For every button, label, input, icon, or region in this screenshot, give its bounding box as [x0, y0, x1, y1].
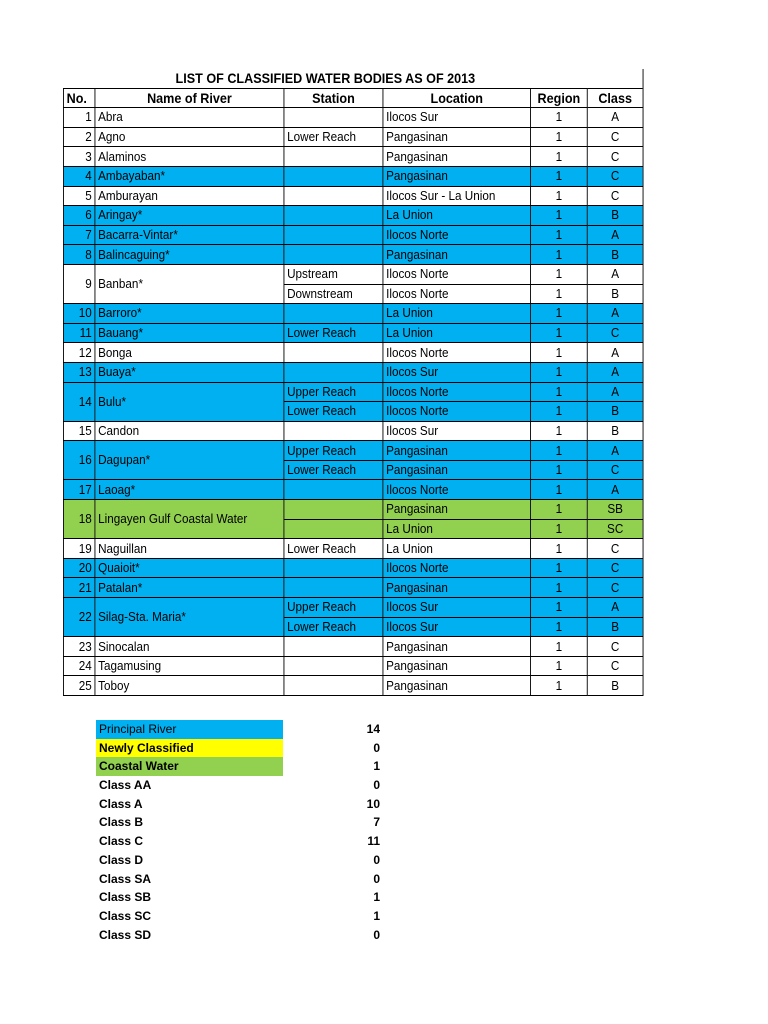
cell-region: 1	[531, 323, 588, 343]
cell-region: 1	[531, 166, 588, 186]
cell-region: 1	[531, 656, 588, 676]
header-no: No.	[63, 88, 94, 108]
cell-no: 3	[63, 147, 94, 167]
summary-label: Class D	[99, 852, 144, 867]
cell-station	[284, 578, 383, 598]
header-row	[63, 88, 643, 108]
cell-class: C	[587, 166, 643, 186]
cell-no: 24	[63, 656, 94, 676]
cell-river-name: Toboy	[95, 676, 284, 696]
cell-region: 1	[531, 147, 588, 167]
cell-station	[284, 245, 383, 265]
cell-station	[284, 166, 383, 186]
cell-river-name: Abra	[95, 108, 284, 128]
cell-class: C	[587, 127, 643, 147]
summary-row	[96, 926, 386, 945]
cell-location: Ilocos Sur	[383, 598, 531, 618]
summary-count: 0	[373, 871, 380, 886]
table-row	[63, 441, 643, 461]
cell-location: Ilocos Norte	[383, 558, 531, 578]
cell-station: Lower Reach	[284, 539, 383, 559]
summary-count: 7	[373, 815, 380, 830]
cell-station	[284, 421, 383, 441]
cell-no: 6	[63, 206, 94, 226]
cell-class: B	[587, 245, 643, 265]
summary-row	[96, 851, 386, 870]
cell-river-name: Naguillan	[95, 539, 284, 559]
summary-count: 1	[373, 908, 380, 923]
cell-class: A	[587, 225, 643, 245]
cell-location: La Union	[383, 304, 531, 324]
cell-location: Ilocos Sur - La Union	[383, 186, 531, 206]
cell-no: 9	[63, 264, 94, 303]
cell-station: Lower Reach	[284, 617, 383, 637]
cell-no: 5	[63, 186, 94, 206]
summary-count: 1	[373, 890, 380, 905]
cell-location: Pangasinan	[383, 245, 531, 265]
cell-no: 2	[63, 127, 94, 147]
cell-no: 10	[63, 304, 94, 324]
cell-location: Ilocos Norte	[383, 480, 531, 500]
cell-region: 1	[531, 500, 588, 520]
cell-location: Ilocos Norte	[383, 402, 531, 422]
cell-class: A	[587, 362, 643, 382]
cell-region: 1	[531, 578, 588, 598]
cell-station: Upper Reach	[284, 441, 383, 461]
cell-location: Pangasinan	[383, 441, 531, 461]
cell-no: 22	[63, 598, 94, 637]
cell-region: 1	[531, 441, 588, 461]
cell-class: A	[587, 441, 643, 461]
summary-legend	[96, 720, 386, 944]
cell-station	[284, 225, 383, 245]
table-body	[63, 108, 643, 696]
cell-region: 1	[531, 421, 588, 441]
summary-row	[96, 776, 386, 795]
cell-no: 4	[63, 166, 94, 186]
cell-station	[284, 206, 383, 226]
table-row	[63, 539, 643, 559]
summary-label: Principal River	[96, 720, 283, 739]
table-row	[63, 676, 643, 696]
cell-no: 18	[63, 500, 94, 539]
cell-river-name: Candon	[95, 421, 284, 441]
cell-station	[284, 186, 383, 206]
summary-label: Class A	[99, 796, 143, 811]
table-row	[63, 323, 643, 343]
cell-region: 1	[531, 637, 588, 657]
cell-river-name: Quaioit*	[95, 558, 284, 578]
summary-label: Class SC	[99, 908, 152, 923]
cell-class: B	[587, 676, 643, 696]
cell-river-name: Silag-Sta. Maria*	[95, 598, 284, 637]
cell-river-name: Laoag*	[95, 480, 284, 500]
summary-label: Class C	[99, 834, 144, 849]
cell-class: C	[587, 539, 643, 559]
cell-class: C	[587, 323, 643, 343]
cell-region: 1	[531, 676, 588, 696]
cell-class: C	[587, 637, 643, 657]
table-row	[63, 421, 643, 441]
cell-station: Lower Reach	[284, 127, 383, 147]
summary-count: 14	[366, 722, 380, 736]
cell-class: SB	[587, 500, 643, 520]
cell-region: 1	[531, 206, 588, 226]
table-row	[63, 480, 643, 500]
cell-region: 1	[531, 284, 588, 304]
cell-class: B	[587, 402, 643, 422]
cell-no: 7	[63, 225, 94, 245]
table-row	[63, 637, 643, 657]
cell-location: Ilocos Norte	[383, 284, 531, 304]
table-row	[63, 362, 643, 382]
cell-station	[284, 656, 383, 676]
cell-location: Ilocos Sur	[383, 421, 531, 441]
cell-location: Pangasinan	[383, 578, 531, 598]
cell-river-name: Lingayen Gulf Coastal Water	[95, 500, 284, 539]
cell-river-name: Barroro*	[95, 304, 284, 324]
cell-region: 1	[531, 402, 588, 422]
cell-region: 1	[531, 558, 588, 578]
cell-station: Lower Reach	[284, 402, 383, 422]
cell-no: 12	[63, 343, 94, 363]
table-title: LIST OF CLASSIFIED WATER BODIES AS OF 2013	[175, 70, 476, 87]
header-location: Location	[383, 88, 531, 108]
table-row	[63, 578, 643, 598]
cell-location: Ilocos Norte	[383, 343, 531, 363]
table-row	[63, 264, 643, 284]
summary-count: 0	[373, 740, 380, 755]
cell-station	[284, 108, 383, 128]
summary-row	[96, 832, 386, 851]
cell-location: Ilocos Norte	[383, 225, 531, 245]
cell-location: Pangasinan	[383, 147, 531, 167]
water-bodies-table	[63, 69, 644, 696]
cell-region: 1	[531, 598, 588, 618]
cell-class: B	[587, 284, 643, 304]
cell-station	[284, 676, 383, 696]
cell-station: Upper Reach	[284, 382, 383, 402]
summary-count: 1	[373, 759, 380, 774]
cell-station	[284, 480, 383, 500]
header-station: Station	[284, 88, 383, 108]
summary-label: Class SA	[99, 871, 152, 886]
table-row	[63, 598, 643, 618]
summary-count: 0	[373, 852, 380, 867]
table-row	[63, 656, 643, 676]
cell-river-name: Alaminos	[95, 147, 284, 167]
table-row	[63, 245, 643, 265]
cell-no: 23	[63, 637, 94, 657]
cell-station	[284, 304, 383, 324]
cell-river-name: Dagupan*	[95, 441, 284, 480]
cell-region: 1	[531, 480, 588, 500]
cell-class: B	[587, 421, 643, 441]
cell-location: La Union	[383, 206, 531, 226]
title-spacer	[587, 69, 643, 88]
cell-river-name: Banban*	[95, 264, 284, 303]
cell-region: 1	[531, 225, 588, 245]
table-row	[63, 108, 643, 128]
cell-location: Pangasinan	[383, 656, 531, 676]
cell-region: 1	[531, 617, 588, 637]
summary-label: Class SD	[99, 927, 152, 942]
cell-region: 1	[531, 382, 588, 402]
summary-label: Class SB	[99, 890, 152, 905]
cell-class: B	[587, 617, 643, 637]
title-row	[63, 69, 643, 88]
cell-station: Downstream	[284, 284, 383, 304]
cell-river-name: Bauang*	[95, 323, 284, 343]
cell-river-name: Aringay*	[95, 206, 284, 226]
cell-class: B	[587, 206, 643, 226]
cell-station: Upper Reach	[284, 598, 383, 618]
cell-location: Pangasinan	[383, 500, 531, 520]
table-row	[63, 343, 643, 363]
cell-no: 8	[63, 245, 94, 265]
cell-location: Pangasinan	[383, 127, 531, 147]
cell-class: C	[587, 558, 643, 578]
table-row	[63, 500, 643, 520]
cell-station	[284, 558, 383, 578]
summary-row	[96, 795, 386, 814]
cell-station	[284, 362, 383, 382]
cell-region: 1	[531, 264, 588, 284]
summary-count: 0	[373, 927, 380, 942]
summary-row	[96, 720, 386, 739]
cell-location: Ilocos Sur	[383, 617, 531, 637]
cell-location: Ilocos Sur	[383, 108, 531, 128]
summary-row	[96, 813, 386, 832]
cell-class: C	[587, 460, 643, 480]
summary-row	[96, 870, 386, 889]
header-river: Name of River	[95, 88, 284, 108]
cell-no: 25	[63, 676, 94, 696]
table-row	[63, 206, 643, 226]
cell-no: 11	[63, 323, 94, 343]
cell-location: Pangasinan	[383, 460, 531, 480]
cell-region: 1	[531, 460, 588, 480]
cell-station	[284, 637, 383, 657]
cell-no: 15	[63, 421, 94, 441]
cell-location: La Union	[383, 519, 531, 539]
table-row	[63, 147, 643, 167]
cell-no: 20	[63, 558, 94, 578]
cell-river-name: Bulu*	[95, 382, 284, 421]
header-region: Region	[531, 88, 588, 108]
summary-row	[96, 907, 386, 926]
table-row	[63, 166, 643, 186]
cell-class: A	[587, 304, 643, 324]
cell-class: A	[587, 108, 643, 128]
cell-location: Pangasinan	[383, 676, 531, 696]
summary-count: 10	[366, 796, 380, 811]
cell-region: 1	[531, 108, 588, 128]
summary-row	[96, 739, 386, 758]
cell-river-name: Agno	[95, 127, 284, 147]
cell-region: 1	[531, 304, 588, 324]
cell-station	[284, 519, 383, 539]
cell-location: Ilocos Norte	[383, 382, 531, 402]
cell-station	[284, 343, 383, 363]
summary-count: 11	[367, 834, 380, 849]
cell-location: Pangasinan	[383, 166, 531, 186]
cell-class: A	[587, 382, 643, 402]
summary-label: Class B	[99, 815, 144, 830]
cell-station: Lower Reach	[284, 460, 383, 480]
cell-class: SC	[587, 519, 643, 539]
cell-no: 21	[63, 578, 94, 598]
cell-river-name: Bonga	[95, 343, 284, 363]
cell-no: 1	[63, 108, 94, 128]
summary-label: Newly Classified	[96, 739, 283, 758]
cell-river-name: Bacarra-Vintar*	[95, 225, 284, 245]
table-row	[63, 186, 643, 206]
cell-no: 13	[63, 362, 94, 382]
table-row	[63, 304, 643, 324]
cell-class: A	[587, 598, 643, 618]
cell-region: 1	[531, 343, 588, 363]
cell-station: Lower Reach	[284, 323, 383, 343]
cell-river-name: Ambayaban*	[95, 166, 284, 186]
table-row	[63, 127, 643, 147]
cell-region: 1	[531, 127, 588, 147]
summary-label: Class AA	[99, 778, 152, 793]
cell-river-name: Amburayan	[95, 186, 284, 206]
cell-class: C	[587, 186, 643, 206]
cell-station	[284, 147, 383, 167]
summary-row	[96, 888, 386, 907]
cell-station: Upstream	[284, 264, 383, 284]
cell-class: C	[587, 147, 643, 167]
cell-location: Ilocos Norte	[383, 264, 531, 284]
cell-river-name: Tagamusing	[95, 656, 284, 676]
cell-river-name: Buaya*	[95, 362, 284, 382]
summary-row	[96, 757, 386, 776]
cell-region: 1	[531, 362, 588, 382]
cell-class: A	[587, 480, 643, 500]
summary-count: 0	[373, 778, 380, 793]
summary-label: Coastal Water	[96, 757, 283, 776]
cell-river-name: Balincaguing*	[95, 245, 284, 265]
cell-region: 1	[531, 519, 588, 539]
cell-region: 1	[531, 539, 588, 559]
cell-river-name: Patalan*	[95, 578, 284, 598]
cell-location: Pangasinan	[383, 637, 531, 657]
cell-class: A	[587, 264, 643, 284]
cell-location: La Union	[383, 539, 531, 559]
cell-station	[284, 500, 383, 520]
cell-location: Ilocos Sur	[383, 362, 531, 382]
cell-no: 19	[63, 539, 94, 559]
cell-location: La Union	[383, 323, 531, 343]
table-row	[63, 382, 643, 402]
cell-class: A	[587, 343, 643, 363]
cell-river-name: Sinocalan	[95, 637, 284, 657]
table-row	[63, 225, 643, 245]
cell-class: C	[587, 656, 643, 676]
table-row	[63, 558, 643, 578]
cell-no: 16	[63, 441, 94, 480]
cell-no: 17	[63, 480, 94, 500]
cell-region: 1	[531, 245, 588, 265]
cell-class: C	[587, 578, 643, 598]
cell-region: 1	[531, 186, 588, 206]
header-class: Class	[587, 88, 643, 108]
cell-no: 14	[63, 382, 94, 421]
